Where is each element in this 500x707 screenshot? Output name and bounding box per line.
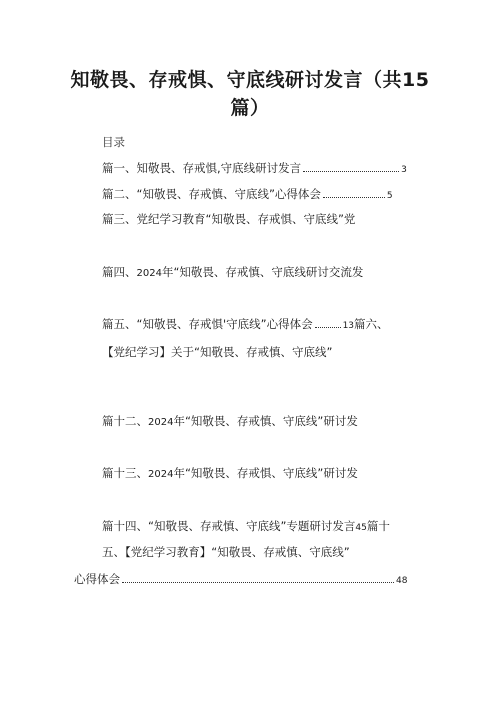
toc-entry-4-year: 2024	[136, 268, 162, 279]
toc-leader	[303, 162, 399, 172]
toc-entry-7-year: 2024	[148, 417, 174, 428]
toc-entry-6-text: 【党纪学习】关于“知敬畏、存戒慎、守底线”	[102, 345, 333, 359]
toc-leader	[315, 318, 341, 328]
toc-entry-5-text: 篇五、“知敬畏、存戒惧'守底线”心得体会	[102, 317, 313, 331]
toc-entry-11-text: 心得体会	[74, 572, 120, 586]
toc-entry-7[interactable]	[102, 413, 358, 431]
toc-entry-4-text: 年“知敬畏、存戒慎、守底线研讨交流发	[161, 265, 364, 279]
document-title-line-2: 篇）	[230, 97, 270, 119]
document-title	[60, 66, 440, 122]
toc-entry-10-text: 五、【党纪学习教育】“知敬畏、存戒慎、守底线”	[102, 545, 350, 559]
document-title-line-1: 知敬畏、存戒惧、守底线研讨发言（共15	[70, 69, 430, 91]
toc-entry-5-tail: 篇六、	[354, 317, 389, 331]
toc-entry-2[interactable]	[102, 186, 393, 204]
toc-entry-9-page: 45	[355, 523, 367, 533]
toc-entry-1-text: 篇一、知敬畏、存戒惧,守底线研讨发言	[102, 161, 302, 175]
toc-entry-4[interactable]	[102, 264, 363, 282]
toc-leader	[122, 573, 394, 583]
toc-entry-8[interactable]	[102, 465, 358, 483]
toc-entry-9[interactable]	[102, 518, 390, 536]
toc-entry-9-text: 篇十四、“知敬畏、存戒慎、守底线”专题研讨发言	[102, 519, 356, 533]
toc-leader	[323, 188, 385, 198]
toc-entry-5[interactable]	[102, 316, 389, 334]
toc-entry-6[interactable]	[102, 344, 332, 360]
toc-entry-1-page: 3	[401, 165, 407, 175]
toc-heading: 目录	[102, 135, 125, 149]
toc-entry-3[interactable]	[102, 211, 355, 227]
toc-entry-9-tail: 篇十	[366, 519, 390, 533]
toc-entry-2-page: 5	[386, 191, 393, 201]
toc-entry-5-page: 13	[342, 321, 355, 331]
toc-entry-11-page: 48	[396, 576, 408, 586]
toc-entry-2-text: 篇二、“知敬畏、存戒慎、守底线”心得体会	[102, 187, 321, 201]
toc-entry-7-prefix: 篇十二、	[102, 414, 148, 428]
toc-entry-11[interactable]	[74, 571, 407, 589]
toc-entry-3-text: 篇三、党纪学习教育“知敬畏、存戒惧、守底线”党	[102, 212, 356, 226]
toc-entry-7-text: 年“知敬畏、存戒慎、守底线”研讨发	[173, 414, 358, 428]
toc-entry-8-prefix: 篇十三、	[102, 466, 148, 480]
toc-entry-10[interactable]	[102, 544, 350, 560]
toc-entry-8-text: 年“知敬畏、存戒惧、守底线”研讨发	[173, 466, 358, 480]
toc-entry-1[interactable]	[102, 160, 407, 178]
toc-entry-4-prefix: 篇四、	[102, 265, 137, 279]
toc-entry-8-year: 2024	[148, 469, 174, 480]
